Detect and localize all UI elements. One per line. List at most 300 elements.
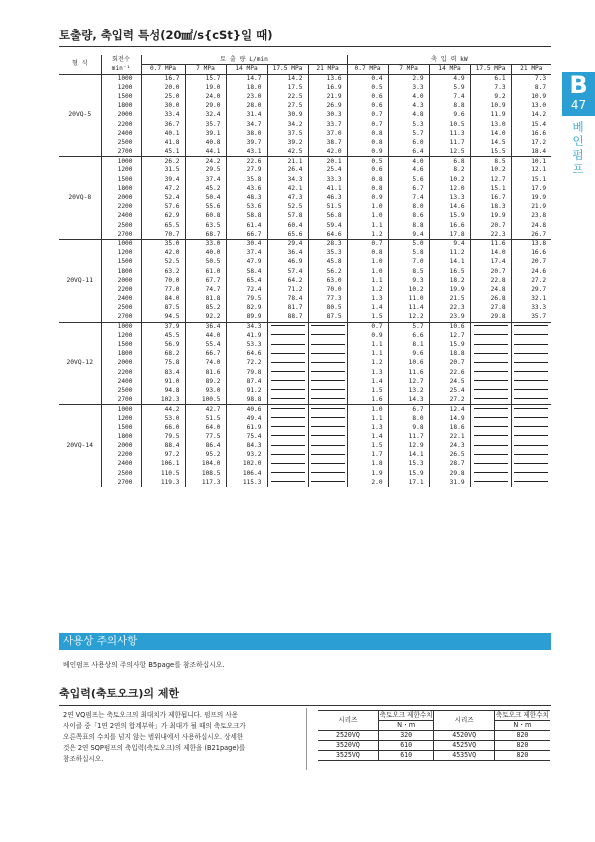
power-cell <box>511 451 551 460</box>
flow-cell: 34.7 <box>226 120 267 129</box>
power-cell <box>511 442 551 451</box>
flow-cell <box>267 478 308 487</box>
power-cell: 18.2 <box>429 276 470 285</box>
flow-cell: 81.8 <box>185 295 226 304</box>
flow-cell <box>308 396 347 405</box>
power-cell: 22.3 <box>429 304 470 313</box>
flow-cell: 52.5 <box>141 258 185 267</box>
flow-cell: 26.9 <box>308 102 347 111</box>
power-cell: 9.8 <box>388 423 429 432</box>
flow-cell: 79.5 <box>226 295 267 304</box>
flow-cell: 91.2 <box>226 386 267 395</box>
table-row <box>59 285 551 294</box>
power-cell: 23.9 <box>429 313 470 322</box>
power-cell: 14.1 <box>429 258 470 267</box>
power-cell: 22.3 <box>470 230 511 239</box>
flow-cell: 66.7 <box>226 230 267 239</box>
power-cell: 11.3 <box>429 129 470 138</box>
power-cell <box>470 377 511 386</box>
power-cell: 1.4 <box>347 304 388 313</box>
power-cell: 13.0 <box>470 120 511 129</box>
power-cell: 8.5 <box>470 157 511 166</box>
flow-cell: 20.1 <box>308 157 347 166</box>
power-cell <box>511 423 551 432</box>
table-row <box>59 203 551 212</box>
flow-cell: 82.9 <box>226 304 267 313</box>
flow-cell: 70.0 <box>308 285 347 294</box>
power-cell: 15.1 <box>470 184 511 193</box>
flow-cell: 35.8 <box>226 175 267 184</box>
power-cell: 27.2 <box>429 396 470 405</box>
flow-cell: 45.8 <box>308 258 347 267</box>
header-pressure: 7 MPa <box>185 65 226 75</box>
flow-cell <box>308 405 347 414</box>
power-cell: 20.7 <box>511 258 551 267</box>
not-applicable-dash <box>514 463 548 464</box>
flow-cell: 93.2 <box>226 451 267 460</box>
flow-cell: 117.3 <box>185 478 226 487</box>
power-cell: 1.1 <box>347 350 388 359</box>
rpm-cell: 1800 <box>101 184 141 193</box>
flow-cell: 25.0 <box>141 92 185 101</box>
power-cell: 10.9 <box>511 92 551 101</box>
flow-cell <box>308 368 347 377</box>
power-cell: 0.5 <box>347 83 388 92</box>
not-applicable-dash <box>514 371 548 372</box>
rpm-cell: 1800 <box>101 432 141 441</box>
flow-cell: 68.2 <box>141 350 185 359</box>
limit-header-unit: N・m <box>378 721 434 731</box>
flow-cell <box>267 386 308 395</box>
flow-cell: 60.4 <box>267 221 308 230</box>
power-cell: 11.6 <box>470 239 511 248</box>
not-applicable-dash <box>474 389 508 390</box>
power-cell: 11.0 <box>388 295 429 304</box>
not-applicable-dash <box>311 454 345 455</box>
flow-cell: 56.8 <box>308 212 347 221</box>
flow-cell: 53.3 <box>226 340 267 349</box>
flow-cell: 81.6 <box>185 368 226 377</box>
not-applicable-dash <box>271 380 305 381</box>
power-cell: 18.3 <box>470 203 511 212</box>
not-applicable-dash <box>514 472 548 473</box>
flow-cell: 88.7 <box>267 313 308 322</box>
not-applicable-dash <box>474 371 508 372</box>
flow-cell: 66.7 <box>185 350 226 359</box>
power-cell <box>511 386 551 395</box>
page-title: 토출량, 축입력 특성(20㎟/s{cSt}일 때) <box>59 27 551 47</box>
table-row <box>59 295 551 304</box>
header-flow: 토 출 량 L/min <box>141 55 347 65</box>
power-cell: 2.0 <box>347 478 388 487</box>
not-applicable-dash <box>311 371 345 372</box>
header-rpm-unit: min⁻¹ <box>101 65 141 75</box>
flow-cell: 36.4 <box>267 249 308 258</box>
rpm-cell: 1800 <box>101 267 141 276</box>
power-cell: 0.9 <box>347 148 388 157</box>
power-cell: 15.5 <box>470 148 511 157</box>
flow-cell: 58.4 <box>226 267 267 276</box>
flow-cell: 38.0 <box>226 129 267 138</box>
flow-cell: 55.4 <box>185 340 226 349</box>
not-applicable-dash <box>514 362 548 363</box>
flow-cell: 85.2 <box>185 304 226 313</box>
not-applicable-dash <box>311 426 345 427</box>
not-applicable-dash <box>271 426 305 427</box>
table-row <box>59 322 551 331</box>
flow-cell: 119.3 <box>141 478 185 487</box>
limit-header-unit: N・m <box>494 721 550 731</box>
rpm-cell: 2500 <box>101 138 141 147</box>
not-applicable-dash <box>271 463 305 464</box>
flow-cell: 43.6 <box>226 184 267 193</box>
flow-cell <box>308 340 347 349</box>
power-cell: 1.0 <box>347 203 388 212</box>
power-cell: 24.3 <box>429 442 470 451</box>
flow-cell: 106.1 <box>141 460 185 469</box>
power-cell: 10.5 <box>429 120 470 129</box>
model-name: 20VQ-11 <box>59 239 101 322</box>
power-cell: 1.5 <box>347 386 388 395</box>
flow-cell: 64.6 <box>308 230 347 239</box>
power-cell: 20.7 <box>429 359 470 368</box>
power-cell: 11.7 <box>388 432 429 441</box>
rpm-cell: 2400 <box>101 460 141 469</box>
power-cell: 24.6 <box>511 267 551 276</box>
power-cell: 1.4 <box>347 377 388 386</box>
not-applicable-dash <box>271 408 305 409</box>
not-applicable-dash <box>474 408 508 409</box>
table-row <box>59 129 551 138</box>
flow-cell: 29.4 <box>267 239 308 248</box>
not-applicable-dash <box>311 472 345 473</box>
flow-cell <box>308 331 347 340</box>
power-cell <box>511 368 551 377</box>
power-cell: 15.9 <box>429 340 470 349</box>
power-cell: 15.9 <box>388 469 429 478</box>
not-applicable-dash <box>311 362 345 363</box>
not-applicable-dash <box>514 389 548 390</box>
rpm-cell: 2200 <box>101 451 141 460</box>
flow-cell: 18.0 <box>226 83 267 92</box>
flow-cell: 34.3 <box>226 322 267 331</box>
rpm-cell: 2200 <box>101 203 141 212</box>
power-cell: 12.0 <box>429 184 470 193</box>
power-cell: 12.7 <box>470 175 511 184</box>
table-row <box>59 276 551 285</box>
flow-cell: 47.3 <box>267 193 308 202</box>
power-cell: 0.7 <box>347 322 388 331</box>
flow-cell: 62.9 <box>141 212 185 221</box>
flow-cell: 39.1 <box>185 129 226 138</box>
flow-cell: 86.4 <box>185 442 226 451</box>
flow-cell: 64.0 <box>185 423 226 432</box>
power-cell: 0.9 <box>347 193 388 202</box>
table-row <box>59 460 551 469</box>
power-cell: 7.3 <box>511 74 551 83</box>
limit-line: 참조하십시오. <box>63 755 104 763</box>
flow-cell <box>308 359 347 368</box>
limit-header-series: 시리즈 <box>434 711 494 731</box>
flow-cell: 115.3 <box>226 478 267 487</box>
not-applicable-dash <box>271 417 305 418</box>
flow-cell: 27.5 <box>267 102 308 111</box>
power-cell: 11.9 <box>470 111 511 120</box>
power-cell: 4.0 <box>388 92 429 101</box>
power-cell <box>511 322 551 331</box>
flow-cell: 41.1 <box>308 184 347 193</box>
power-cell: 13.3 <box>429 193 470 202</box>
flow-cell: 84.3 <box>226 442 267 451</box>
not-applicable-dash <box>311 445 345 446</box>
power-cell: 9.4 <box>388 230 429 239</box>
power-cell: 7.3 <box>470 83 511 92</box>
power-cell: 1.5 <box>347 442 388 451</box>
flow-cell: 65.5 <box>141 221 185 230</box>
power-cell <box>470 322 511 331</box>
flow-cell: 37.9 <box>141 322 185 331</box>
power-cell: 6.7 <box>388 405 429 414</box>
power-cell: 14.6 <box>429 203 470 212</box>
flow-cell: 74.0 <box>185 359 226 368</box>
power-cell: 14.0 <box>470 129 511 138</box>
power-cell: 1.0 <box>347 267 388 276</box>
not-applicable-dash <box>271 472 305 473</box>
rpm-cell: 2400 <box>101 295 141 304</box>
table-row <box>59 405 551 414</box>
not-applicable-dash <box>514 426 548 427</box>
power-cell: 0.7 <box>347 239 388 248</box>
not-applicable-dash <box>474 463 508 464</box>
flow-cell: 81.7 <box>267 304 308 313</box>
power-cell: 11.6 <box>388 368 429 377</box>
power-cell: 25.4 <box>429 386 470 395</box>
power-cell: 9.3 <box>388 276 429 285</box>
flow-cell <box>267 451 308 460</box>
rpm-cell: 1000 <box>101 157 141 166</box>
table-row <box>59 111 551 120</box>
flow-cell: 46.9 <box>267 258 308 267</box>
power-cell: 1.1 <box>347 414 388 423</box>
flow-cell: 42.7 <box>185 405 226 414</box>
power-cell: 29.8 <box>470 313 511 322</box>
flow-cell: 104.0 <box>185 460 226 469</box>
table-row <box>59 350 551 359</box>
power-cell: 9.2 <box>470 92 511 101</box>
table-row <box>59 313 551 322</box>
not-applicable-dash <box>474 362 508 363</box>
power-cell: 0.5 <box>347 157 388 166</box>
power-cell: 1.1 <box>347 221 388 230</box>
table-row <box>59 304 551 313</box>
not-applicable-dash <box>271 334 305 335</box>
power-cell: 23.8 <box>511 212 551 221</box>
power-cell <box>470 460 511 469</box>
flow-cell <box>267 359 308 368</box>
power-cell: 4.8 <box>388 111 429 120</box>
flow-cell: 36.7 <box>141 120 185 129</box>
flow-cell: 88.4 <box>141 442 185 451</box>
header-pressure: 14 MPa <box>429 65 470 75</box>
flow-cell: 84.0 <box>141 295 185 304</box>
flow-cell: 77.5 <box>185 432 226 441</box>
characteristics-table <box>59 55 551 487</box>
section-label: 베인펌프 <box>572 120 584 176</box>
flow-cell: 35.0 <box>141 239 185 248</box>
power-cell: 13.2 <box>388 386 429 395</box>
power-cell: 26.7 <box>511 230 551 239</box>
flow-cell: 42.5 <box>267 148 308 157</box>
table-row <box>59 157 551 166</box>
rpm-cell: 1200 <box>101 249 141 258</box>
flow-cell <box>267 414 308 423</box>
power-cell: 24.8 <box>511 221 551 230</box>
flow-cell: 65.6 <box>267 230 308 239</box>
header-pressure: 17.5 MPa <box>470 65 511 75</box>
not-applicable-dash <box>514 417 548 418</box>
power-cell: 1.2 <box>347 230 388 239</box>
power-cell <box>470 442 511 451</box>
power-cell: 18.4 <box>511 148 551 157</box>
flow-cell: 94.8 <box>141 386 185 395</box>
power-cell <box>511 340 551 349</box>
power-cell: 20.7 <box>470 267 511 276</box>
power-cell: 15.3 <box>388 460 429 469</box>
table-row <box>59 414 551 423</box>
table-row <box>59 92 551 101</box>
rpm-cell: 2200 <box>101 285 141 294</box>
power-cell: 0.8 <box>347 129 388 138</box>
caution-title: 사용상 주의사항 <box>59 633 551 650</box>
flow-cell: 50.5 <box>185 258 226 267</box>
divider <box>306 708 307 770</box>
power-cell: 8.8 <box>429 102 470 111</box>
rpm-cell: 2500 <box>101 221 141 230</box>
flow-cell: 39.7 <box>226 138 267 147</box>
flow-cell <box>308 350 347 359</box>
header-pressure: 21 MPa <box>308 65 347 75</box>
not-applicable-dash <box>474 454 508 455</box>
power-cell <box>470 478 511 487</box>
flow-cell: 63.0 <box>308 276 347 285</box>
flow-cell: 59.4 <box>308 221 347 230</box>
power-cell: 4.9 <box>429 74 470 83</box>
limit-cell: 820 <box>494 751 550 761</box>
model-name: 20VQ-14 <box>59 405 101 488</box>
flow-cell: 93.0 <box>185 386 226 395</box>
table-row <box>59 432 551 441</box>
flow-cell <box>267 405 308 414</box>
power-cell: 22.8 <box>470 276 511 285</box>
not-applicable-dash <box>271 398 305 399</box>
flow-cell: 37.5 <box>267 129 308 138</box>
flow-cell: 30.0 <box>141 102 185 111</box>
table-row <box>59 267 551 276</box>
rpm-cell: 2400 <box>101 212 141 221</box>
power-cell <box>470 423 511 432</box>
flow-cell: 29.5 <box>185 166 226 175</box>
flow-cell: 30.9 <box>267 111 308 120</box>
flow-cell: 21.9 <box>308 92 347 101</box>
power-cell: 32.1 <box>511 295 551 304</box>
flow-cell: 26.4 <box>267 166 308 175</box>
table-row <box>59 102 551 111</box>
flow-cell: 71.2 <box>267 285 308 294</box>
power-cell: 13.8 <box>511 239 551 248</box>
rpm-cell: 1500 <box>101 92 141 101</box>
model-name: 20VQ-12 <box>59 322 101 405</box>
flow-cell: 15.7 <box>185 74 226 83</box>
power-cell: 14.3 <box>388 396 429 405</box>
header-rpm: 회전수 <box>101 55 141 65</box>
power-cell: 28.7 <box>429 460 470 469</box>
power-cell: 21.9 <box>511 203 551 212</box>
header-pressure: 7 MPa <box>388 65 429 75</box>
power-cell: 10.1 <box>511 157 551 166</box>
flow-cell: 55.6 <box>185 203 226 212</box>
not-applicable-dash <box>311 463 345 464</box>
power-cell: 14.2 <box>511 111 551 120</box>
flow-cell: 52.4 <box>141 193 185 202</box>
header-pressure: 0.7 MPa <box>141 65 185 75</box>
flow-cell: 61.9 <box>226 423 267 432</box>
flow-cell: 66.0 <box>141 423 185 432</box>
flow-cell: 87.4 <box>226 377 267 386</box>
table-row <box>59 368 551 377</box>
power-cell: 9.4 <box>429 239 470 248</box>
table-row <box>59 442 551 451</box>
flow-cell <box>267 368 308 377</box>
limit-cell: 2520VQ <box>318 731 378 741</box>
flow-cell: 42.0 <box>141 249 185 258</box>
rpm-cell: 2000 <box>101 193 141 202</box>
not-applicable-dash <box>474 481 508 482</box>
rpm-cell: 1200 <box>101 83 141 92</box>
limit-cell: 4520VQ <box>434 731 494 741</box>
flow-cell <box>267 432 308 441</box>
power-cell: 16.6 <box>511 129 551 138</box>
limit-cell: 4525VQ <box>434 741 494 751</box>
power-cell <box>511 414 551 423</box>
not-applicable-dash <box>474 472 508 473</box>
table-row <box>59 230 551 239</box>
flow-cell: 43.1 <box>226 148 267 157</box>
limit-line: 사이클 중「1연 2연의 합계부하」가 최대가 될 때의 축토오크가 <box>63 722 246 730</box>
power-cell: 27.2 <box>511 276 551 285</box>
power-cell: 12.5 <box>429 148 470 157</box>
table-row <box>59 258 551 267</box>
flow-cell: 33.0 <box>185 239 226 248</box>
power-cell: 1.0 <box>347 405 388 414</box>
flow-cell: 45.5 <box>141 331 185 340</box>
limit-title: 축입력(축토오크)의 제한 <box>59 685 551 706</box>
rpm-cell: 2500 <box>101 469 141 478</box>
header-pressure: 14 MPa <box>226 65 267 75</box>
limit-line: 2연 VQ펌프는 축토오크의 최대치가 제한됩니다. 펌프의 사용 <box>63 711 239 719</box>
power-cell: 7.0 <box>388 258 429 267</box>
model-name: 20VQ-5 <box>59 74 101 157</box>
power-cell: 11.7 <box>429 138 470 147</box>
flow-cell: 87.5 <box>141 304 185 313</box>
flow-cell <box>267 396 308 405</box>
not-applicable-dash <box>514 435 548 436</box>
power-cell: 1.7 <box>347 451 388 460</box>
rpm-cell: 2700 <box>101 396 141 405</box>
flow-cell: 75.4 <box>226 432 267 441</box>
flow-cell: 39.2 <box>267 138 308 147</box>
not-applicable-dash <box>271 353 305 354</box>
power-cell: 31.9 <box>429 478 470 487</box>
